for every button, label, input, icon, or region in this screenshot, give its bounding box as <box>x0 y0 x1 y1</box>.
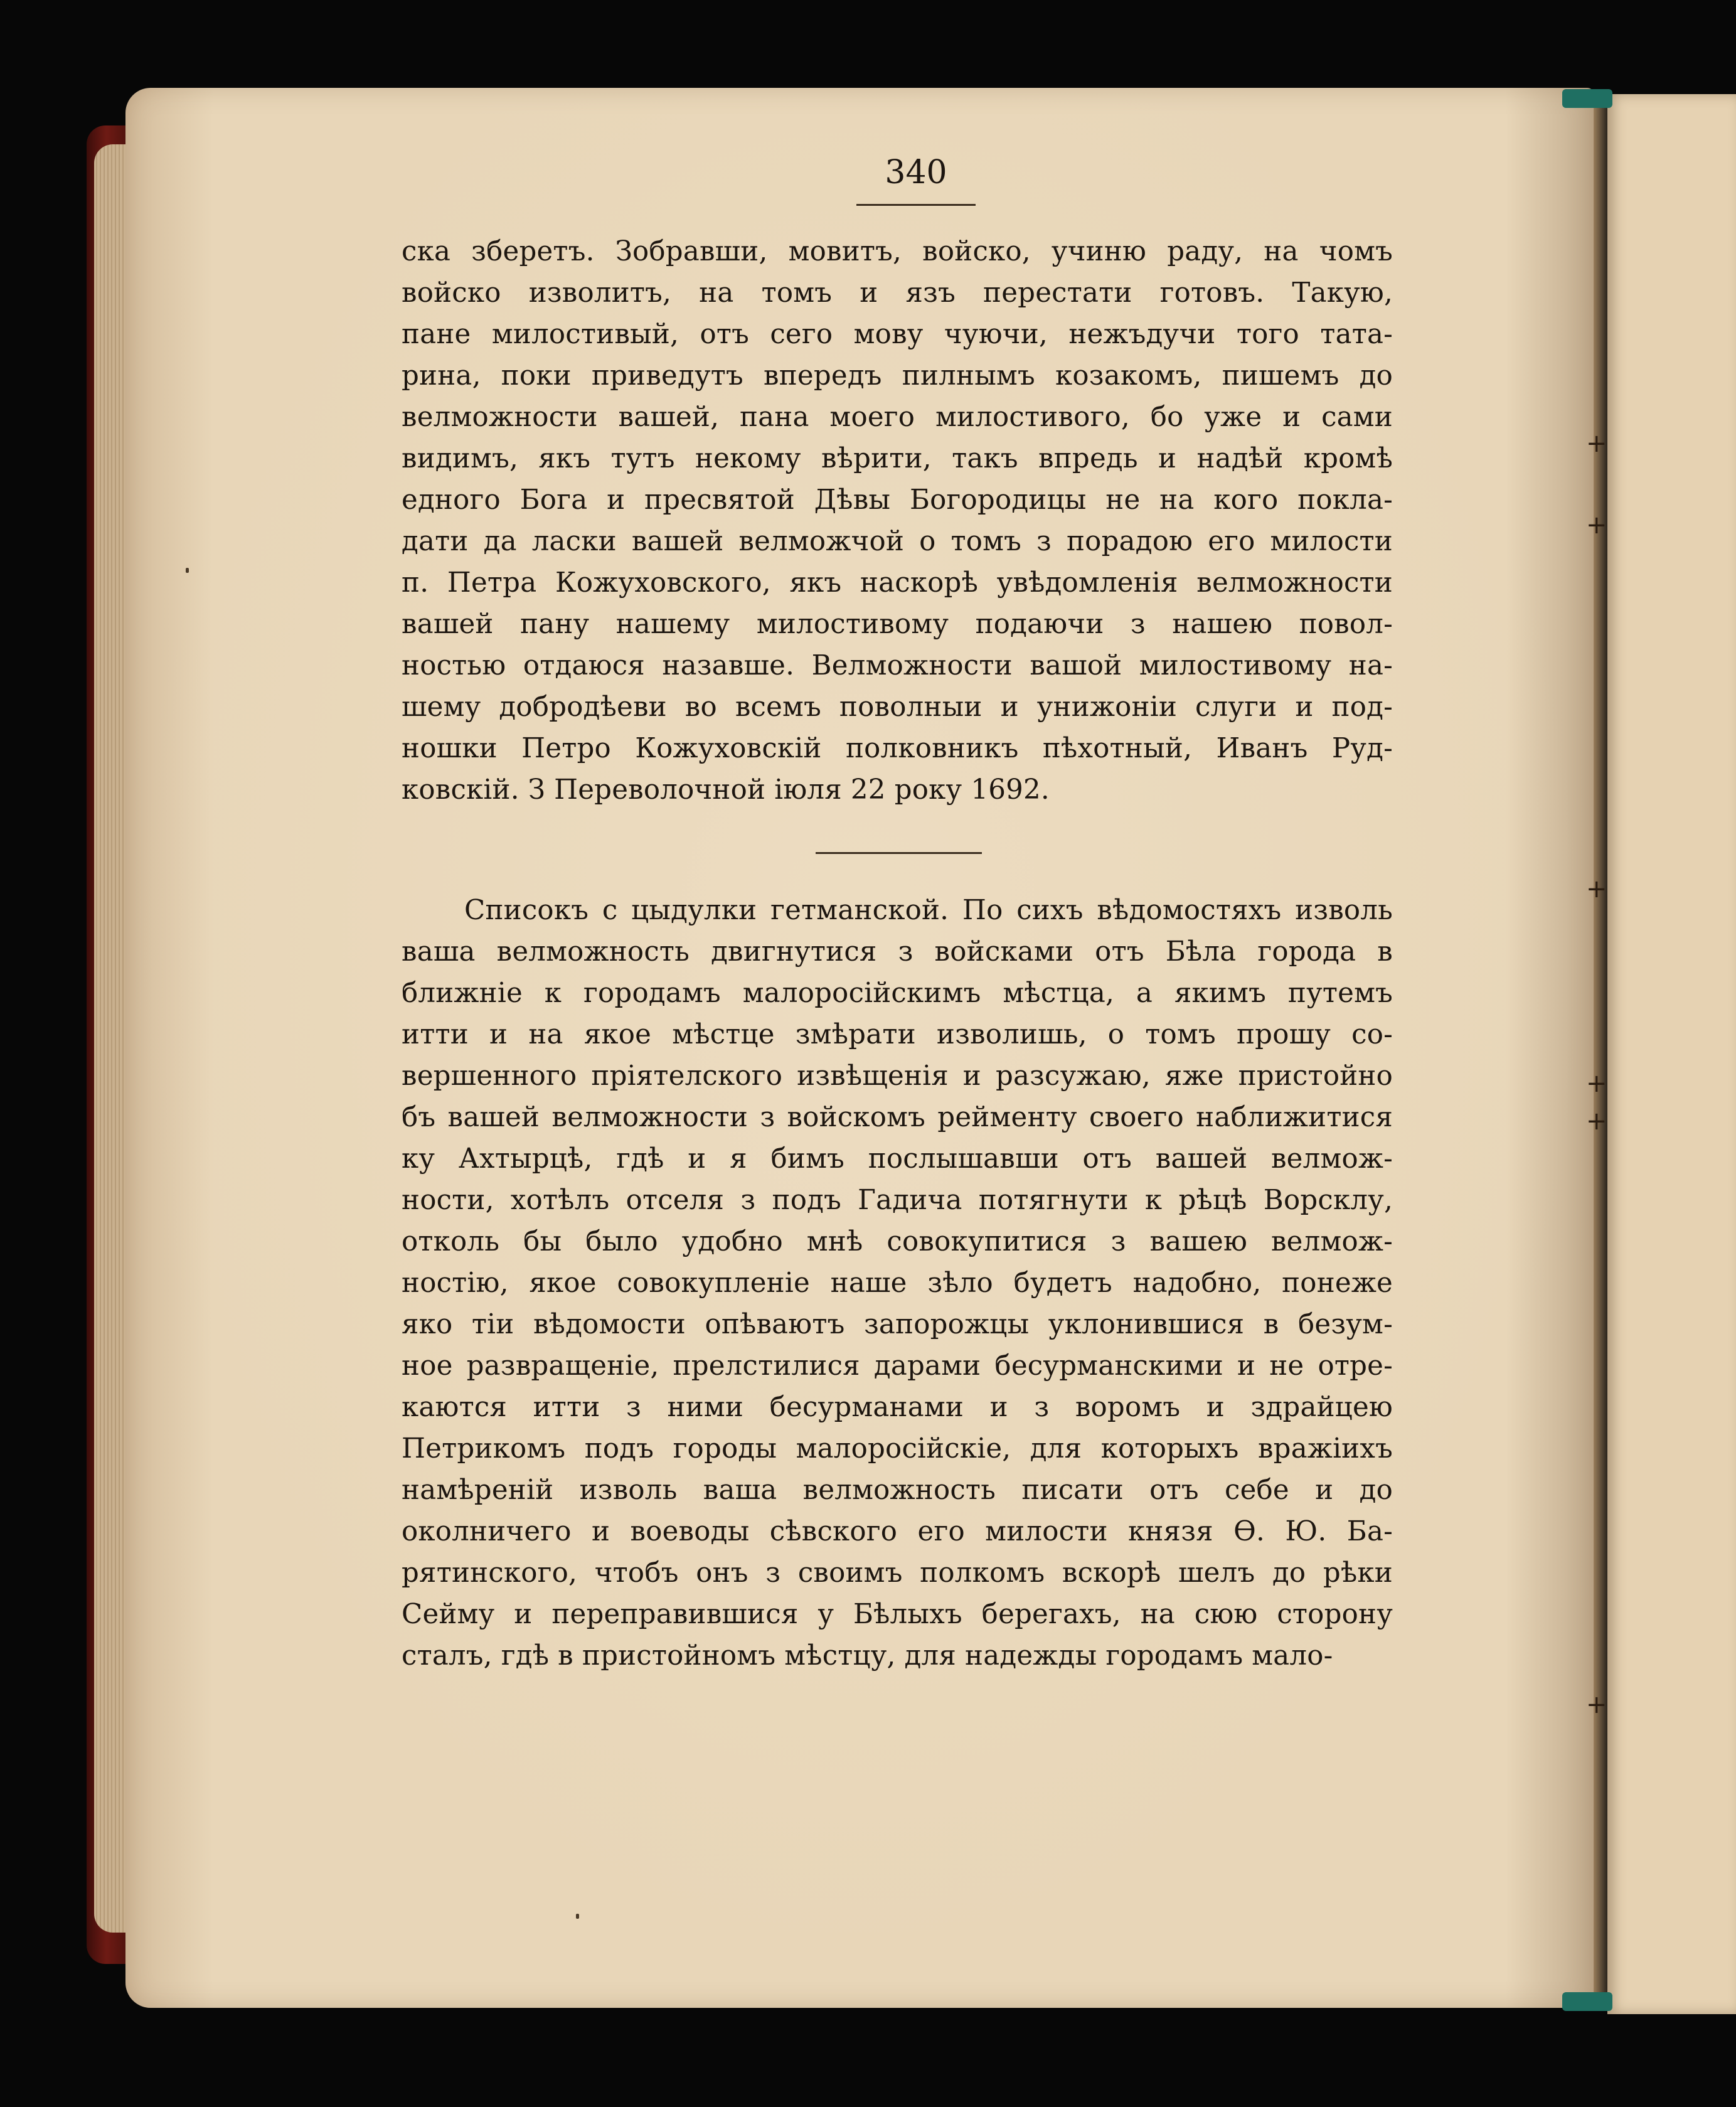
facing-page-edge <box>1607 94 1736 2014</box>
text-line: войско изволитъ, на томъ и язъ перестати готовъ. Такую, <box>402 277 1393 309</box>
text-line: сталъ, гдѣ в пристойномъ мѣстцу, для надежды городамъ мало- <box>402 1640 1333 1672</box>
text-line: едного Бога и пресвятой Дѣвы Богородицы не на кого покла- <box>402 484 1393 516</box>
text-line: дати да ласки вашей велможчой о томъ з порадою его милости <box>402 526 1393 557</box>
text-line: ку Ахтырцѣ, гдѣ и я бимъ послышавши отъ вашей велмож- <box>402 1143 1393 1175</box>
text-line: итти и на якое мѣстце змѣрати изволишь, о томъ прошу со- <box>402 1019 1393 1050</box>
text-line: ностью отдаюся назавше. Велможности вашой милостивому на- <box>402 650 1393 681</box>
text-line: ностію, якое совокупленіе наше зѣло будетъ надобно, понеже <box>402 1267 1393 1299</box>
text-line: ношки Петро Кожуховскій полковникъ пѣхотный, Иванъ Руд- <box>402 733 1393 764</box>
text-line: ска зберетъ. Зобравши, мовитъ, войско, учиню раду, на чомъ <box>402 236 1393 267</box>
text-line: бъ вашей велможности з войскомъ рейменту своего наближитися <box>402 1102 1393 1133</box>
text-line: вашей пану нашему милостивому подаючи з нашею повол- <box>402 609 1393 640</box>
text-line: п. Петра Кожуховского, якъ наскорѣ увѣдомленія велможности <box>402 567 1393 599</box>
text-line: яко тіи вѣдомости опѣваютъ запорожцы уклонившися в безум- <box>402 1309 1393 1340</box>
text-line: намѣреній изволь ваша велможность писати отъ себе и до <box>402 1475 1393 1506</box>
text-line: велможности вашей, пана моего милостивого, бо уже и сами <box>402 402 1393 433</box>
text-line: видимъ, якъ тутъ некому вѣрити, такъ впредь и надѣй кромѣ <box>402 443 1393 474</box>
text-line: шему добродѣеви во всемъ поволныи и унижоніи слуги и под- <box>402 691 1393 723</box>
book-gutter <box>1594 94 1607 2008</box>
text-line: рятинского, чтобъ онъ з своимъ полкомъ вскорѣ шелъ до рѣки <box>402 1557 1393 1589</box>
text-line: отколь бы было удобно мнѣ совокупитися з вашею велмож- <box>402 1226 1393 1257</box>
headband-bottom <box>1562 1992 1612 2011</box>
section-divider <box>816 852 982 854</box>
paper-speck <box>576 1914 579 1919</box>
stitch-mark: + <box>1586 1107 1607 1136</box>
text-line: пане милостивый, отъ сего мову чуючи, нежъдучи того тата- <box>402 319 1393 350</box>
text-line: рина, поки приведутъ впередъ пилнымъ козакомъ, пишемъ до <box>402 360 1393 392</box>
stitch-mark: + <box>1586 1690 1607 1719</box>
paragraph-hetman-note <box>402 890 1393 1677</box>
text-line: Списокъ с цыдулки гетманской. По сихъ вѣдомостяхъ изволь <box>464 895 1393 926</box>
stitch-mark: + <box>1586 875 1607 904</box>
stitch-mark: + <box>1586 511 1607 540</box>
text-line: ное развращеніе, прелстилися дарами бесурманскими и не отре- <box>402 1350 1393 1382</box>
text-line: Сейму и переправившися у Бѣлыхъ берегахъ, на сюю сторону <box>402 1599 1393 1630</box>
text-line: околничего и воеводы сѣвского его милости князя Ѳ. Ю. Ба- <box>402 1516 1393 1547</box>
paragraph-letter-ending <box>402 231 1393 811</box>
page-number: 340 <box>885 154 947 191</box>
text-line: ваша велможность двигнутися з войсками отъ Бѣла города в <box>402 936 1393 968</box>
text-line: каются итти з ними бесурманами и з воромъ и здрайцею <box>402 1392 1393 1423</box>
stitch-mark: + <box>1586 429 1607 458</box>
text-line: вершенного пріятелского извѣщенія и разсужаю, яже пристойно <box>402 1060 1393 1092</box>
text-line: Петрикомъ подъ городы малоросійскіе, для которыхъ вражіихъ <box>402 1433 1393 1464</box>
page-number-rule <box>856 204 976 206</box>
text-line: ности, хотѣлъ отселя з подъ Гадича потягнути к рѣцѣ Ворсклу, <box>402 1185 1393 1216</box>
headband-top <box>1562 89 1612 108</box>
stitch-mark: + <box>1586 1069 1607 1098</box>
text-line: ближніе к городамъ малоросійскимъ мѣстца, а якимъ путемъ <box>402 978 1393 1009</box>
paper-speck <box>186 568 189 573</box>
text-line: ковскій. З Переволочной іюля 22 року 1692. <box>402 774 1050 806</box>
